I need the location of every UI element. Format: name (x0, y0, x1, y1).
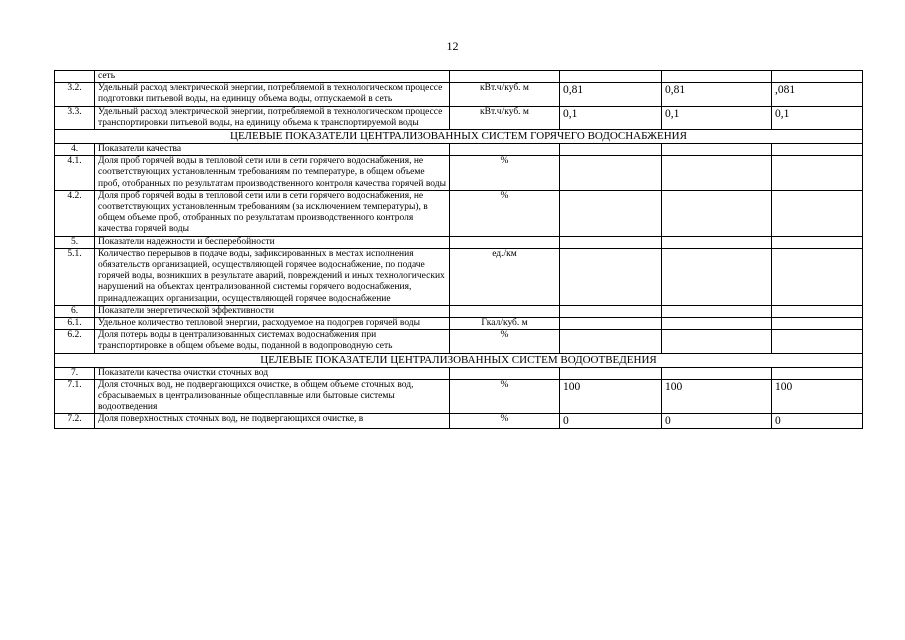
value-cell (662, 236, 772, 248)
value-cell: ,081 (772, 83, 863, 106)
indicator-name: Показатели надежности и бесперебойности (95, 236, 450, 248)
value-cell (772, 236, 863, 248)
table-row (55, 367, 863, 379)
indicator-name: сеть (95, 71, 450, 83)
value-cell (772, 330, 863, 353)
indicator-number: 3.3. (55, 106, 95, 129)
value-cell: 0,81 (662, 83, 772, 106)
value-cell (772, 156, 863, 191)
table-row (55, 318, 863, 330)
indicator-number: 5.1. (55, 248, 95, 305)
value-cell (560, 236, 662, 248)
unit-of-measure (450, 367, 560, 379)
value-cell (662, 305, 772, 317)
value-cell (662, 318, 772, 330)
value-cell (560, 156, 662, 191)
value-cell: 0 (560, 414, 662, 429)
value-cell (560, 318, 662, 330)
value-cell (772, 71, 863, 83)
value-cell: 0 (662, 414, 772, 429)
indicator-number (55, 71, 95, 83)
indicator-name: Показатели качества очистки сточных вод (95, 367, 450, 379)
indicator-name: Удельный расход электрической энергии, потребляемой в технологическом процессе подготовки питьевой воды, на единицу объема воды, отпускаемой в сеть (95, 83, 450, 106)
indicator-name: Доля сточных вод, не подвергающихся очистке, в общем объеме сточных вод, сбрасываемых в централизованные общесплавные или бытовые системы водоотведения (95, 379, 450, 414)
table-row (55, 248, 863, 305)
value-cell: 100 (662, 379, 772, 414)
value-cell: 100 (772, 379, 863, 414)
unit-of-measure (450, 236, 560, 248)
indicator-number: 6. (55, 305, 95, 317)
indicator-name: Доля поверхностных сточных вод, не подвергающихся очистке, в (95, 414, 450, 429)
table-row (55, 330, 863, 353)
section-header-row (55, 353, 863, 367)
value-cell (662, 144, 772, 156)
value-cell (772, 305, 863, 317)
table-row (55, 305, 863, 317)
value-cell (662, 156, 772, 191)
value-cell (560, 305, 662, 317)
value-cell (772, 248, 863, 305)
value-cell: 0,1 (662, 106, 772, 129)
value-cell: 0,1 (560, 106, 662, 129)
indicator-name: Удельный расход электрической энергии, потребляемой в технологическом процессе транспортировки питьевой воды, на единицу объема к транспортируемой воды (95, 106, 450, 129)
value-cell (560, 71, 662, 83)
table-row (55, 144, 863, 156)
indicator-number: 6.1. (55, 318, 95, 330)
value-cell (560, 330, 662, 353)
indicator-number: 6.2. (55, 330, 95, 353)
indicator-number: 3.2. (55, 83, 95, 106)
value-cell (662, 330, 772, 353)
section-title: ЦЕЛЕВЫЕ ПОКАЗАТЕЛИ ЦЕНТРАЛИЗОВАННЫХ СИСТЕМ ВОДООТВЕДЕНИЯ (55, 353, 863, 367)
table-row (55, 83, 863, 106)
indicator-number: 4. (55, 144, 95, 156)
table-row (55, 156, 863, 191)
section-title: ЦЕЛЕВЫЕ ПОКАЗАТЕЛИ ЦЕНТРАЛИЗОВАННЫХ СИСТЕМ ГОРЯЧЕГО ВОДОСНАБЖЕНИЯ (55, 130, 863, 144)
unit-of-measure: ед./км (450, 248, 560, 305)
indicator-name: Доля потерь воды в централизованных системах водоснабжения при транспортировке в общем объеме воды, поданной в водопроводную сеть (95, 330, 450, 353)
unit-of-measure: кВт.ч/куб. м (450, 83, 560, 106)
value-cell (662, 248, 772, 305)
unit-of-measure: Гкал/куб. м (450, 318, 560, 330)
indicator-name: Доля проб горячей воды в тепловой сети или в сети горячего водоснабжения, не соответствующих установленным требованиям (за исключением температуры), в общем объеме проб, отобранных по результатам производственного контроля качества горячей воды (95, 190, 450, 236)
value-cell (772, 144, 863, 156)
value-cell (772, 318, 863, 330)
indicator-name: Показатели качества (95, 144, 450, 156)
unit-of-measure: % (450, 379, 560, 414)
value-cell (772, 367, 863, 379)
unit-of-measure: % (450, 414, 560, 429)
indicators-table-body (55, 71, 863, 429)
unit-of-measure: % (450, 156, 560, 191)
indicator-number: 4.2. (55, 190, 95, 236)
value-cell (662, 190, 772, 236)
value-cell (560, 190, 662, 236)
unit-of-measure: кВт.ч/куб. м (450, 106, 560, 129)
indicator-number: 7. (55, 367, 95, 379)
table-row (55, 106, 863, 129)
indicator-number: 4.1. (55, 156, 95, 191)
unit-of-measure: % (450, 330, 560, 353)
indicator-name: Удельное количество тепловой энергии, расходуемое на подогрев горячей воды (95, 318, 450, 330)
value-cell (662, 71, 772, 83)
indicator-number: 7.1. (55, 379, 95, 414)
value-cell (560, 367, 662, 379)
value-cell (560, 144, 662, 156)
value-cell (662, 367, 772, 379)
indicator-name: Количество перерывов в подаче воды, зафиксированных в местах исполнения обязательств организацией, осуществляющей горячее водоснабжение, по подаче горячей воды, возникших в результате аварий, повреждений и иных технологических нарушений на объектах централизованной системы горячего водоснабжения, принадлежащих организации, осуществляющей горячее водоснабжение (95, 248, 450, 305)
table-row (55, 236, 863, 248)
indicator-number: 7.2. (55, 414, 95, 429)
section-header-row (55, 130, 863, 144)
value-cell: 0 (772, 414, 863, 429)
value-cell: 0,1 (772, 106, 863, 129)
unit-of-measure (450, 144, 560, 156)
indicator-name: Показатели энергетической эффективности (95, 305, 450, 317)
value-cell: 100 (560, 379, 662, 414)
unit-of-measure (450, 305, 560, 317)
unit-of-measure (450, 71, 560, 83)
indicators-table (54, 70, 863, 429)
value-cell (772, 190, 863, 236)
value-cell: 0,81 (560, 83, 662, 106)
table-row (55, 190, 863, 236)
indicator-number: 5. (55, 236, 95, 248)
table-row (55, 379, 863, 414)
page-number: 12 (446, 39, 459, 53)
indicator-name: Доля проб горячей воды в тепловой сети или в сети горячего водоснабжения, не соответствующих установленным требованиям по температуре, в общем объеме проб, отобранных по результатам производственного контроля качества горячей воды (95, 156, 450, 191)
unit-of-measure: % (450, 190, 560, 236)
table-row (55, 414, 863, 429)
table-row (55, 71, 863, 83)
value-cell (560, 248, 662, 305)
